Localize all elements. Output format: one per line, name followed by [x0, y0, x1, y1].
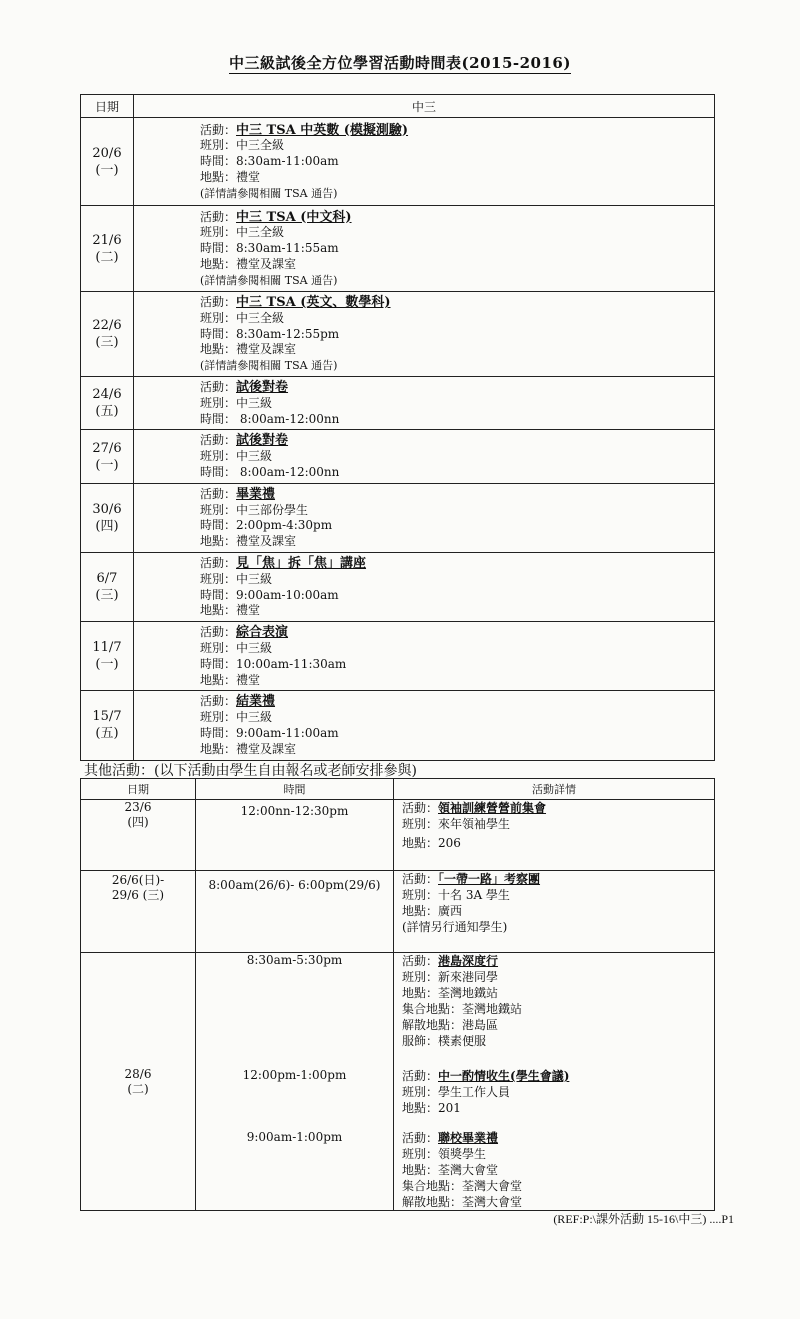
- activity-title: 試後對卷: [236, 379, 289, 395]
- detail-cell: 活動：試後對卷 班別：中三級 時間： 8:00am-12:00nn: [134, 376, 715, 429]
- date-cell: 15/7 (五): [81, 691, 134, 760]
- schedule-row: [81, 430, 715, 483]
- activity-title: 港島深度行: [438, 954, 499, 968]
- activity-title: 「一帶一路」考察團: [438, 872, 541, 886]
- table-header-row: [81, 779, 715, 800]
- date-cell: 24/6 (五): [81, 376, 134, 429]
- activity-title: 領袖訓練營營前集會: [438, 801, 547, 815]
- header-detail: 活動詳情: [394, 779, 715, 800]
- date-cell: 26/6(日)- 29/6 (三): [81, 871, 196, 953]
- detail-cell: 活動：試後對卷 班別：中三級 時間： 8:00am-12:00nn: [134, 430, 715, 483]
- table-row: [81, 871, 715, 953]
- schedule-row: [81, 483, 715, 552]
- date-cell: 21/6 (二): [81, 206, 134, 292]
- detail-cell: 活動：見「焦」拆「焦」講座 班別：中三級 時間：9:00am-10:00am 地點：禮堂: [134, 552, 715, 621]
- header-date: 日期: [81, 95, 134, 118]
- detail-cell: 活動：領袖訓練營營前集會 班別：來年領袖學生 地點：206: [394, 800, 715, 871]
- header-date: 日期: [81, 779, 196, 800]
- table-row: [81, 953, 715, 1211]
- schedule-row: [81, 292, 715, 377]
- schedule-row: [81, 376, 715, 429]
- time-cell: 8:30am-5:30pm 12:00pm-1:00pm 9:00am-1:00pm: [196, 953, 394, 1211]
- detail-cell: 活動：中三 TSA 中英數 (模擬測驗) 班別：中三全級 時間：8:30am-11:00am 地點：禮堂 (詳情請參閱相關 TSA 通告): [134, 118, 715, 206]
- time-cell: 8:00am(26/6)- 6:00pm(29/6): [196, 871, 394, 953]
- header-grade: 中三: [134, 95, 715, 118]
- footer-reference: (REF:P:\課外活動 15-16\中三) ....P1: [553, 1212, 734, 1226]
- main-schedule-table: [80, 94, 715, 761]
- detail-cell: 活動：「一帶一路」考察團 班別：十名 3A 學生 地點：廣西 (詳情另行通知學生): [394, 871, 715, 953]
- date-cell: 30/6 (四): [81, 483, 134, 552]
- time-cell: 12:00nn-12:30pm: [196, 800, 394, 871]
- detail-cell: 活動：中三 TSA (中文科) 班別：中三全級 時間：8:30am-11:55am 地點：禮堂及課室 (詳情請參閱相關 TSA 通告): [134, 206, 715, 292]
- activity-title: 聯校畢業禮: [438, 1131, 499, 1145]
- table-header-row: [81, 95, 715, 118]
- date-cell: 28/6 (二): [81, 953, 196, 1211]
- date-cell: 22/6 (三): [81, 292, 134, 377]
- date-cell: 27/6 (一): [81, 430, 134, 483]
- header-time: 時間: [196, 779, 394, 800]
- activity-title: 畢業禮: [236, 486, 276, 502]
- date-cell: 11/7 (一): [81, 622, 134, 691]
- schedule-row: [81, 206, 715, 292]
- detail-cell: 活動：結業禮 班別：中三級 時間：9:00am-11:00am 地點：禮堂及課室: [134, 691, 715, 760]
- detail-cell: 活動：綜合表演 班別：中三級 時間：10:00am-11:30am 地點：禮堂: [134, 622, 715, 691]
- other-activities-heading: 其他活動：(以下活動由學生自由報名或老師安排參與): [84, 763, 417, 779]
- date-cell: 20/6 (一): [81, 118, 134, 206]
- date-cell: 6/7 (三): [81, 552, 134, 621]
- schedule-row: [81, 622, 715, 691]
- activity-title: 結業禮: [236, 694, 276, 710]
- activity-title: 中一酌情收生(學生會議): [438, 1069, 570, 1083]
- activity-title: 見「焦」拆「焦」講座: [236, 555, 367, 571]
- activity-title: 中三 TSA (中文科): [236, 209, 352, 225]
- other-activities-table: [80, 778, 715, 1211]
- activity-title: 綜合表演: [236, 625, 289, 641]
- detail-cell: 活動：畢業禮 班別：中三部份學生 時間：2:00pm-4:30pm 地點：禮堂及課室: [134, 483, 715, 552]
- page-title: 中三級試後全方位學習活動時間表(2015-2016): [229, 54, 571, 72]
- schedule-row: [81, 118, 715, 206]
- activity-title: 試後對卷: [236, 433, 289, 449]
- schedule-row: [81, 552, 715, 621]
- date-cell: 23/6 (四): [81, 800, 196, 871]
- detail-cell: 活動：港島深度行 班別：新來港同學 地點：荃灣地鐵站 集合地點：荃灣地鐵站 解散地點：港島區 服飾：樸素便服 活動：中一酌情收生(學生會議) 班別：學生工作人員 地點：201 活動：聯校畢業禮 班別：領獎學生 地點：荃灣大會堂 集合地點：荃灣大會堂 解散地點：荃灣大會堂: [394, 953, 715, 1211]
- activity-title: 中三 TSA 中英數 (模擬測驗): [236, 122, 409, 138]
- activity-title: 中三 TSA (英文、數學科): [236, 295, 391, 310]
- table-row: [81, 800, 715, 871]
- schedule-row: [81, 691, 715, 760]
- detail-cell: 活動：中三 TSA (英文、數學科) 班別：中三全級 時間：8:30am-12:55pm 地點：禮堂及課室 (詳情請參閱相關 TSA 通告): [134, 292, 715, 377]
